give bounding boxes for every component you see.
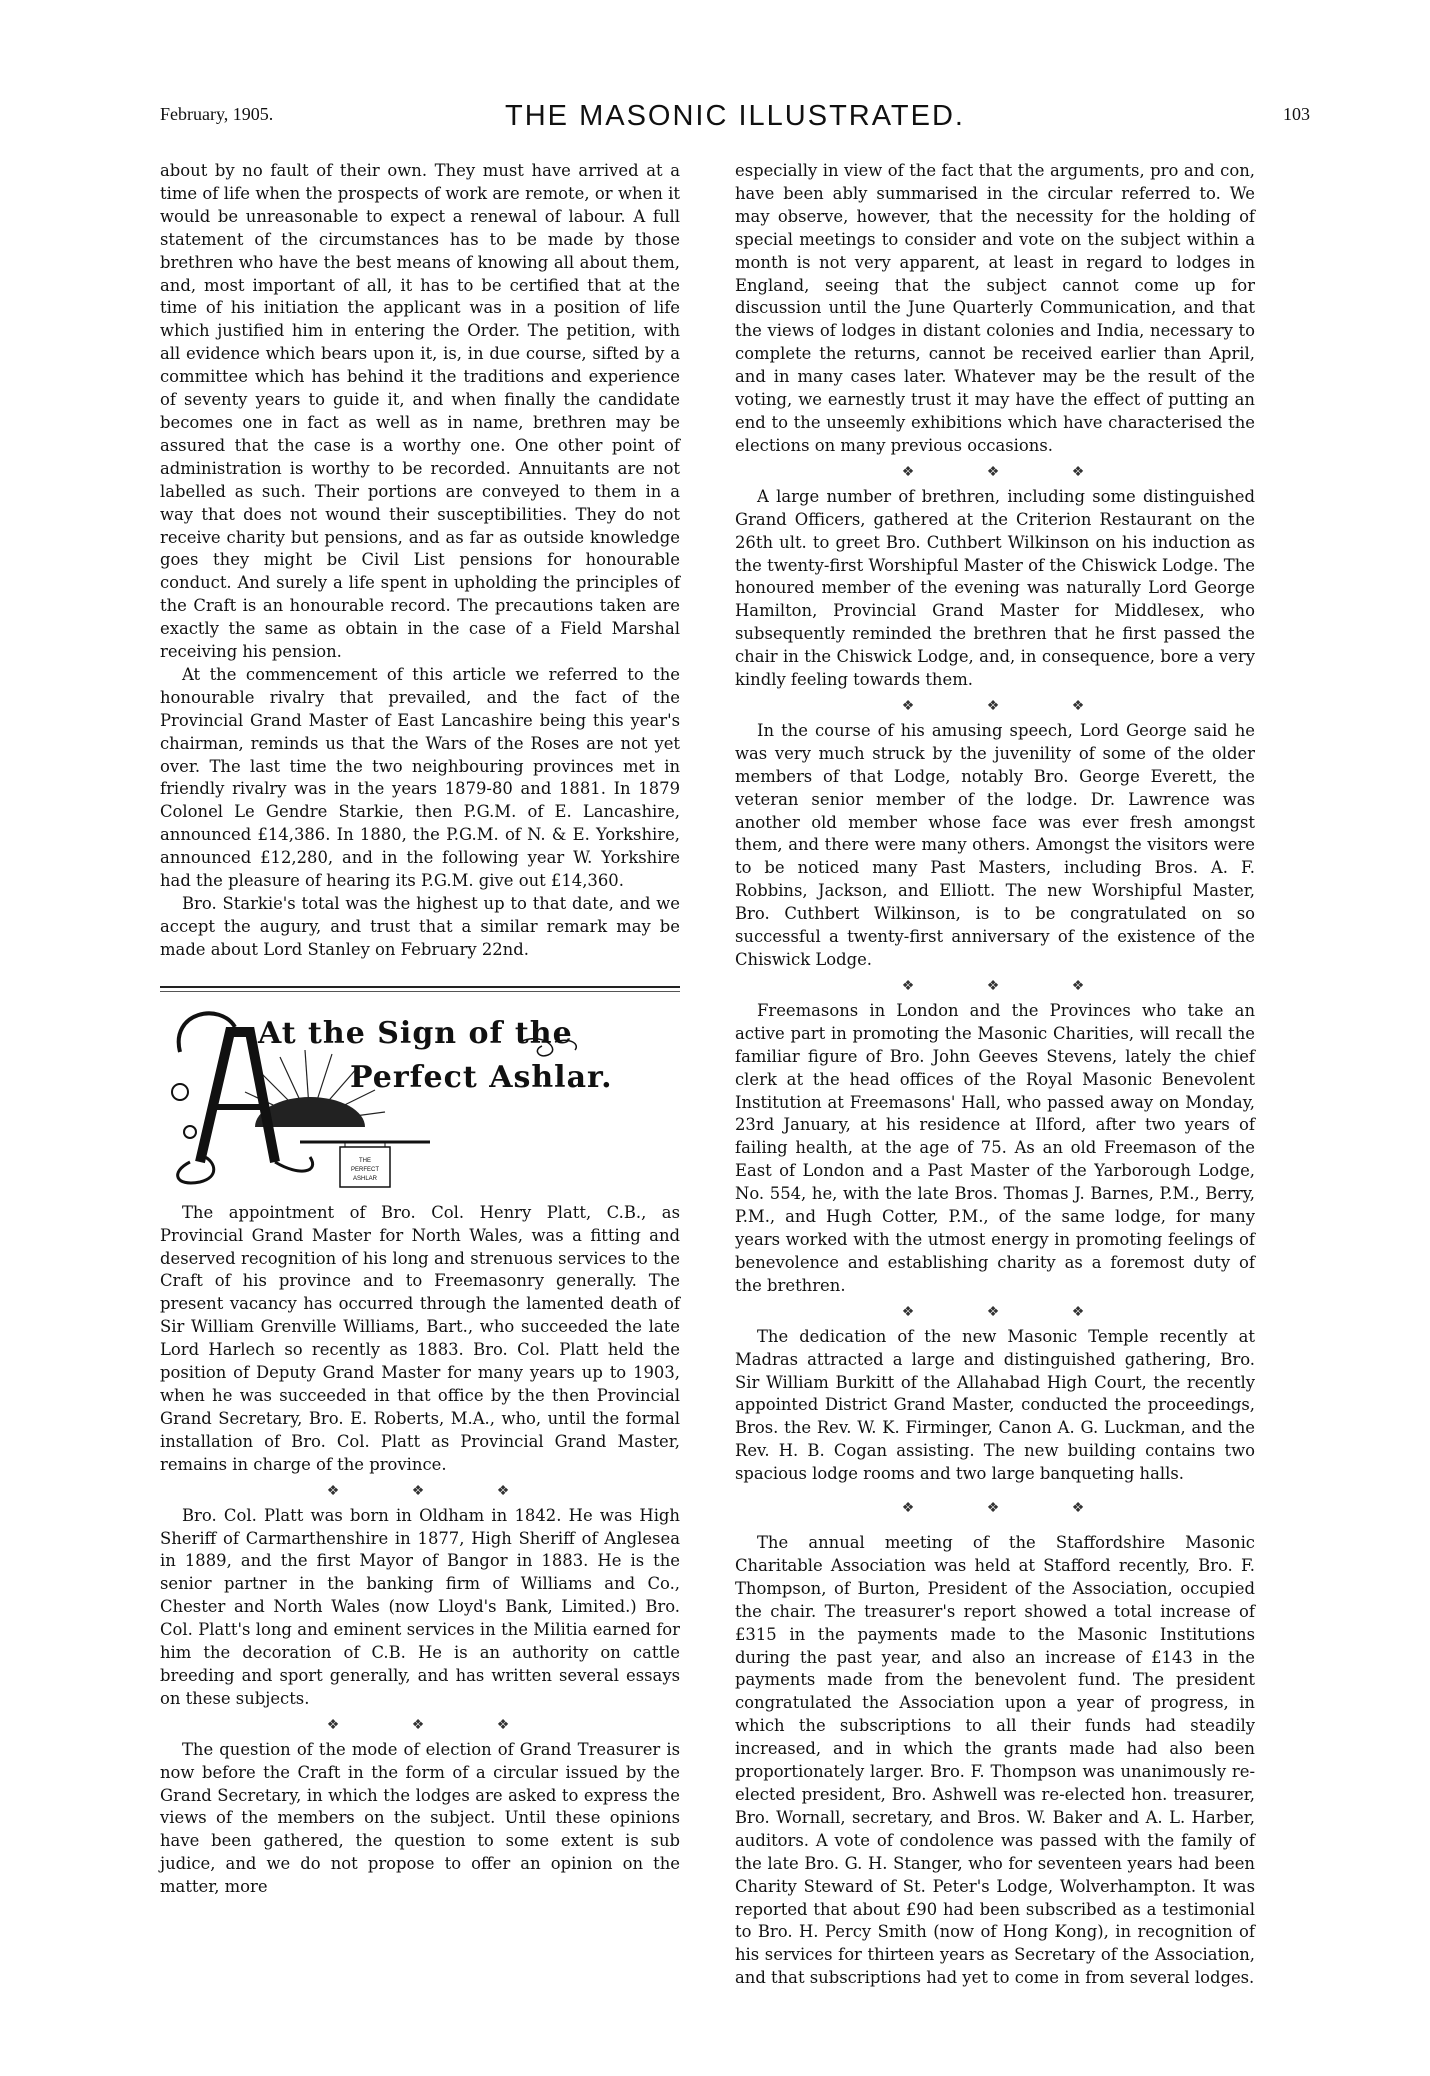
section-divider: ❖ ❖ ❖	[901, 977, 1119, 994]
paragraph: Bro. Starkie's total was the highest up to that date, and we accept the augury, and trust that a similar remark may be made about Lord Stanley on February 22nd.	[160, 894, 680, 959]
right-column	[735, 160, 1255, 1990]
masthead-title: THE MASONIC ILLUSTRATED.	[505, 100, 965, 132]
section-heading	[160, 980, 680, 1192]
paragraph: about by no fault of their own. They must have arrived at a time of life when the prospects of work are remote, or when it would be unreasonable to expect a renewal of labour. A full statement of the circumstances has to be made by those brethren who have the best means of knowing all about them, and, most important of all, it has to be certified that at the time of his initiation the applicant was in a position of life which justified him in entering the Order. The petition, with all evidence which bears upon it, is, in due course, sifted by a committee which has behind it the traditions and experience of seventy years to guide it, and when finally the candidate becomes one in fact as well as in name, brethren may be assured that the case is a worthy one. One other point of administration is worthy to be recorded. Annuitants are not labelled as such. Their portions are conveyed to them in a way that does not wound their susceptibilities. They do not receive charity but pensions, and as far as outside knowledge goes they might be Civil List pensions for honourable conduct. And surely a life spent in upholding the principles of the Craft is an honourable record. The precautions taken are exactly the same as obtain in the case of a Field Marshal receiving his pension.	[160, 161, 680, 662]
issue-date: February, 1905.	[160, 104, 274, 124]
paragraph: Freemasons in London and the Provinces who take an active part in promoting the Masonic Charities, will recall the familiar figure of Bro. John Geeves Stevens, lately the chief clerk at the head offices of the Royal Masonic Benevolent Institution at Freemasons' Hall, who passed away on Monday, 23rd January, at his residence at Ilford, after two years of failing health, at the age of 75. As an old Freemason of the East of London and a Past Master of the Yarborough Lodge, No. 554, he, with the late Bros. Thomas J. Barnes, P.M., Berry, P.M., and Hugh Cotter, P.M., of the same lodge, for many years worked with the utmost energy in promoting feelings of benevolence and establishing charity as a foremost duty of the brethren.	[735, 1000, 1255, 1295]
heading-line-2: Perfect Ashlar.	[350, 1059, 613, 1095]
heading-line-1: At the Sign of the	[258, 1015, 573, 1051]
left-column	[160, 160, 680, 1899]
paragraph: In the course of his amusing speech, Lord George said he was very much struck by the juvenility of some of the older members of that Lodge, notably Bro. George Everett, the veteran senior member of the lodge. Dr. Lawrence was another old member whose face was ever fresh amongst them, and there were many others. Amongst the visitors were to be noticed many Past Masters, including Bros. A. F. Robbins, Jackson, and Elliott. The new Worshipful Master, Bro. Cuthbert Wilkinson, is to be congratulated on so successful a twenty-first anniversary of the existence of the Chiswick Lodge.	[735, 720, 1255, 969]
paragraph: The appointment of Bro. Col. Henry Platt, C.B., as Provincial Grand Master for North Wales, was a fitting and deserved recognition of his long and strenuous services to the Craft of his province and to Freemasonry generally. The present vacancy has occurred through the lamented death of Sir William Grenville Williams, Bart., who succeeded the late Lord Harlech so recently as 1883. Bro. Col. Platt held the position of Deputy Grand Master for many years up to 1903, when he was succeeded in that office by the then Provincial Grand Secretary, Bro. E. Roberts, M.A., who, until the formal installation of Bro. Col. Platt as Provincial Grand Master, remains in charge of the province.	[160, 1202, 680, 1474]
running-head	[160, 100, 1310, 140]
svg-text:ASHLAR: ASHLAR	[352, 1175, 378, 1182]
paragraph: A large number of brethren, including some distinguished Grand Officers, gathered at the Criterion Restaurant on the 26th ult. to greet Bro. Cuthbert Wilkinson on his induction as the twenty-first Worshipful Master of the Chiswick Lodge. The honoured member of the evening was naturally Lord George Hamilton, Provincial Grand Master for Middlesex, who subsequently reminded the brethren that he first passed the chair in the Chiswick Lodge, and, in consequence, bore a very kindly feeling towards them.	[735, 486, 1255, 690]
svg-text:THE: THE	[359, 1157, 371, 1164]
svg-text:PERFECT: PERFECT	[350, 1166, 380, 1173]
page-number: 103	[1283, 104, 1310, 124]
section-divider: ❖ ❖ ❖	[901, 463, 1119, 480]
paragraph: The annual meeting of the Staffordshire Masonic Charitable Association was held at Stafford recently, Bro. F. Thompson, of Burton, President of the Association, occupied the chair. The treasurer's report showed a total increase of £315 in the payments made to the Masonic Institutions during the past year, and also an increase of £143 in the payments made from the benevolent fund. The president congratulated the Association upon a year of progress, in which the subscriptions to all their funds had steadily increased, and in which the grants made had also been proportionately larger. Bro. F. Thompson was unanimously re-elected president, Bro. Ashwell was re-elected hon. treasurer, Bro. Wornall, secretary, and Bros. W. Baker and A. L. Harber, auditors. A vote of condolence was passed with the family of the late Bro. G. H. Stanger, who for seventeen years had been Charity Steward of St. Peter's Lodge, Wolverhampton. It was reported that about £90 had been subscribed as a testimonial to Bro. H. Percy Smith (now of Hong Kong), in recognition of his services for thirteen years as Secretary of the Association, and that subscriptions had yet to come in from several lodges.	[735, 1533, 1255, 1988]
paragraph: The dedication of the new Masonic Temple recently at Madras attracted a large and distinguished gathering, Bro. Sir William Burkitt of the Allahabad High Court, the recently appointed District Grand Master, conducted the proceedings, Bros. the Rev. W. K. Firminger, Canon A. G. Luckman, and the Rev. H. B. Cogan assisting. The new building contains two spacious lodge rooms and two large banqueting halls.	[735, 1326, 1255, 1484]
paragraph: The question of the mode of election of Grand Treasurer is now before the Craft in the form of a circular issued by the Grand Secretary, in which the lodges are asked to express the views of the members on the subject. Until these opinions have been gathered, the question to some extent is sub judice, and we do not propose to offer an opinion on the matter, more	[160, 1739, 680, 1897]
section-divider: ❖ ❖ ❖	[901, 1500, 1119, 1517]
section-divider: ❖ ❖ ❖	[326, 1482, 544, 1499]
paragraph: At the commencement of this article we referred to the honourable rivalry that prevailed, and the fact of the Provincial Grand Master of East Lancashire being this year's chairman, reminds us that the Wars of the Roses are not yet over. The last time the two neighbouring provinces met in friendly rivalry was in the years 1879-80 and 1881. In 1879 Colonel Le Gendre Starkie, then P.G.M. of E. Lancashire, announced £14,386. In 1880, the P.G.M. of N. & E. Yorkshire, announced £12,280, and in the following year W. Yorkshire had the pleasure of hearing its P.G.M. give out £14,360.	[160, 664, 680, 891]
section-divider: ❖ ❖ ❖	[326, 1716, 544, 1733]
paragraph: Bro. Col. Platt was born in Oldham in 1842. He was High Sheriff of Carmarthenshire in 1877, High Sheriff of Anglesea in 1889, and the first Mayor of Bangor in 1883. He is the senior partner in the banking firm of Williams and Co., Chester and North Wales (now Lloyd's Bank, Limited.) Bro. Col. Platt's long and eminent services in the Militia earned for him the decoration of C.B. He is an authority on cattle breeding and sport generally, and has written several essays on these subjects.	[160, 1505, 680, 1708]
paragraph: especially in view of the fact that the arguments, pro and con, have been ably summarised in the circular referred to. We may observe, however, that the necessity for the holding of special meetings to consider and vote on the subject within a month is not very apparent, at least in regard to lodges in England, seeing that the subject cannot come up for discussion until the June Quarterly Communication, and that the views of lodges in distant colonies and India, necessary to complete the returns, cannot be received earlier than April, and in many cases later. Whatever may be the result of the voting, we earnestly trust it may have the effect of putting an end to the unseemly exhibitions which have characterised the elections on many previous occasions.	[735, 161, 1255, 455]
section-divider: ❖ ❖ ❖	[901, 1303, 1119, 1320]
section-divider: ❖ ❖ ❖	[901, 697, 1119, 714]
